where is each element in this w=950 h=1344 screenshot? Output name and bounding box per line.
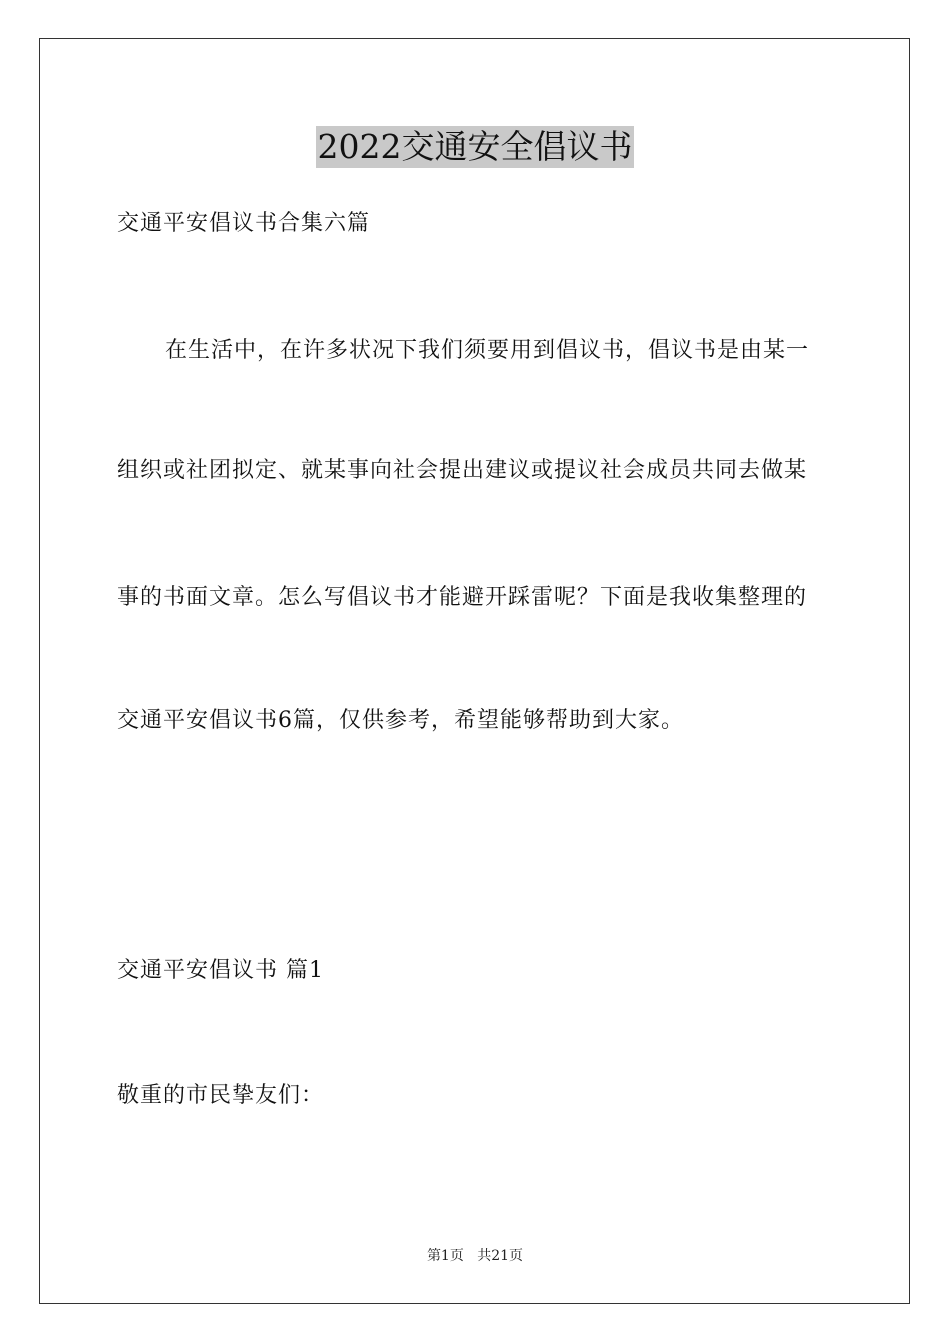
total-pages: 共21页 <box>477 1248 524 1264</box>
section-heading: 交通平安倡议书 篇1 <box>117 958 324 983</box>
page-number: 第1页 <box>426 1248 464 1264</box>
document-title: 2022交通安全倡议书 <box>317 127 633 166</box>
intro-line-1: 在生活中，在许多状况下我们须要用到倡议书，倡议书是由某一 <box>165 338 810 363</box>
intro-line-3: 事的书面文章。怎么写倡议书才能避开踩雷呢？下面是我收集整理的 <box>117 585 808 610</box>
title-container <box>0 126 950 168</box>
intro-line-4: 交通平安倡议书6篇，仅供参考，希望能够帮助到大家。 <box>117 708 684 733</box>
document-subtitle: 交通平安倡议书合集六篇 <box>117 211 371 236</box>
salutation: 敬重的市民挚友们： <box>117 1083 325 1108</box>
intro-line-2: 组织或社团拟定、就某事向社会提出建议或提议社会成员共同去做某 <box>117 458 808 483</box>
page-footer <box>0 1247 950 1265</box>
